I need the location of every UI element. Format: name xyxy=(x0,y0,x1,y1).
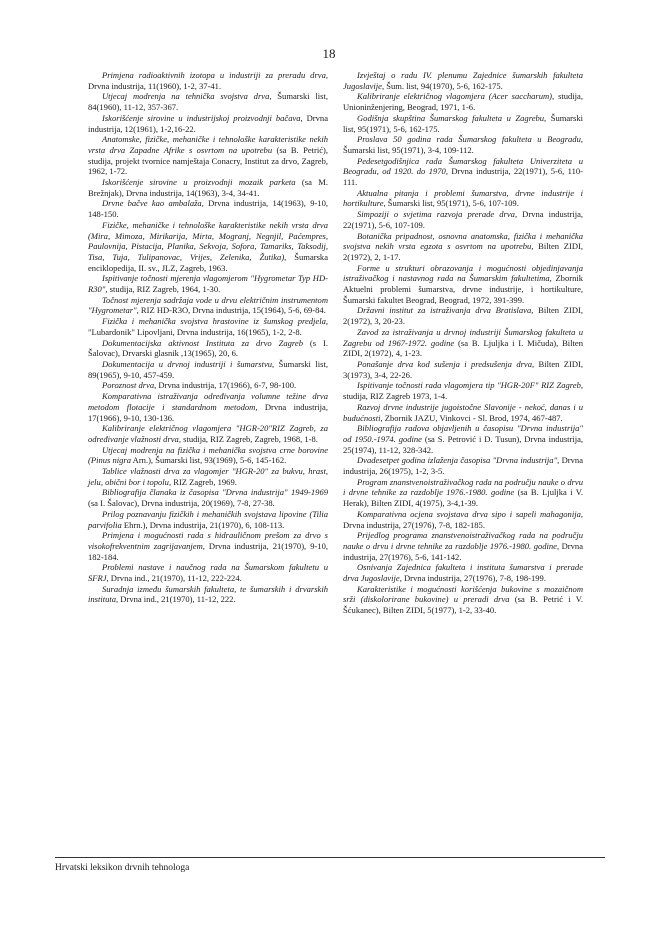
bibliography-entry: Botanička pripadnost, osnovna anatomska, fizička i mehanička svojstva nekih vrsta egzota s osvrtom na upotrebu, Bilten ZIDI, 2(1972), 2, 1-17. xyxy=(343,230,583,262)
bibliography-entry: Simpoziji o svjetima razvoja prerade drva, Drvna industrija, 22(1971), 5-6, 107-109. xyxy=(343,209,583,230)
bibliography-entry: Prilog poznavanju fizičkih i mehaničkih svojstava lipovine (Tilia parvifolia Ehrn.), Drvna industrija, 21(1970), 6, 108-113. xyxy=(88,508,328,530)
bibliography-entry: Bibliografija članaka iz časopisa "Drvna industrija" 1949-1969 (sa I. Šalovac), Drvna industrija, 20(1969), 7-8, 27-38. xyxy=(88,487,328,509)
bibliography-entry: Zavod za istraživanja u drvnoj industriji Šumarskog fakulteta u Zagrebu od 1967-1972. godine (sa B. Ljuljka i I. Mičuda), Bilten ZIDI, 2(1972), 4, 1-23. xyxy=(343,326,583,359)
bibliography-entry: Primjena i mogućnosti rada s hidrauličnom prešom za drvo s visokofrekventnim zagrijavanjem, Drvna industrija, 21(1970), 9-10, 182-184. xyxy=(88,530,328,562)
bibliography-entry: Proslava 50 godina rada Šumarskog fakulteta u Beogradu, Šumarski list, 95(1971), 3-4, 109-112. xyxy=(343,134,583,155)
bibliography-entry: Suradnja između šumarskih fakulteta, te šumarskih i drvarskih instituta, Drvna ind., 21(1970), 11-12, 222. xyxy=(88,583,328,605)
bibliography-entry: Anatomske, fizičke, mehaničke i tehnološke karakteristike nekih vrsta drva Zapadne Afrike s osvrtom na upotrebu (sa B. Petrić), studija, projekt tvornice namještaja Conacry, Institut za drvo, Zagreb, 1962, 1-72. xyxy=(88,134,328,177)
bibliography-entry: Pedesetgodišnjica rada Šumarskog fakulteta Univerziteta u Beogradu, od 1920. do 1970, Drvna industrija, 22(1971), 5-6, 110-111. xyxy=(343,155,584,188)
bibliography-entry: Izvještaj o radu IV. plenumu Zajednice šumarskih fakulteta Jugoslavije, Šum. list, 94(1970), 5-6, 162-175. xyxy=(343,70,583,91)
bibliography-entry: Prijedlog programa znanstvenoistraživačkog rada na području nauke o drvu i drvne tehnike za razdoblje 1976.-1980. godine, Drvna industrija, 27(1976), 5-6, 141-142. xyxy=(343,530,583,562)
left-column xyxy=(88,70,328,605)
bibliography-entry: Kalibriranje električnog vlagomjera "HGR-20"RIZ Zagreb, za određivanje vlažnosti drva, studija, RIZ Zagreb, Zagreb, 1968, 1-8. xyxy=(88,423,328,444)
bibliography-entry: Primjena radioaktivnih izotopa u industriji za preradu drva, Drvna industrija, 11(1960), 1-2, 37-41. xyxy=(88,70,328,91)
bibliography-entry: Ponašanje drva kod sušenja i predsušenja drva, Bilten ZIDI, 3(1973), 3-4, 22-26. xyxy=(343,358,583,380)
bibliography-entry: Karakteristike i mogućnosti korišćenja bukovine s mozaičnom srži (diskolorirane bukovine) u preradi drva (sa B. Petrić i V. Šćukanec), Bilten ZIDI, 5(1977), 1-2, 33-40. xyxy=(343,583,583,616)
bibliography-entry: Utjecaj modrenja na fizička i mehanička svojstva crne borovine (Pinus nigra Arn.), Šumarski list, 93(1969), 5-6, 145-162. xyxy=(88,444,328,466)
bibliography-entry: Fizička i mehanička svojstva hrastovine iz šumskog predjela, "Lubardonik" Lipovljani, Drvna industrija, 16(1965), 1-2, 2-8. xyxy=(88,316,328,337)
bibliography-entry: Problemi nastave i naučnog rada na Šumarskom fakultetu u SFRJ, Drvna ind., 21(1970), 11-12, 222-224. xyxy=(88,562,328,584)
bibliography-entry: Osnivanja Zajednica fakulteta i instituta šumarstva i prerade drva Jugoslavije, Drvna industrija, 27(1976), 7-8, 198-199. xyxy=(343,562,583,584)
bibliography-entry: Komparativna ocjena svojstava drva sipo i sapeli mahagonija, Drvna industrija, 27(1976), 7-8, 182-185. xyxy=(343,508,583,530)
page-footer: Hrvatski leksikon drvnih tehnologa xyxy=(55,863,190,873)
bibliography-entry: Iskorišćenje sirovine u proizvodnji mozaik parketa (sa M. Brežnjak), Drvna industrija, 14(1963), 3-4, 34-41. xyxy=(88,177,328,198)
bibliography-entry: Ispitivanje točnosti rada vlagomjera tip "HGR-20F" RIZ Zagreb, studija, RIZ Zagreb 1973, 1-4. xyxy=(343,380,583,402)
bibliography-entry: Razvoj drvne industrije jugoistočne Slavonije - nekoć, danas i u budućnosti, Zbornik JAZU, Vinkovci - Sl. Brod, 1974, 467-487. xyxy=(343,401,583,423)
bibliography-entry: Dokumentacija u drvnoj industriji i šumarstvu, Šumarski list, 89(1965), 9-10, 457-459. xyxy=(88,358,328,380)
right-column xyxy=(343,70,583,616)
bibliography-entry: Fizičke, mehaničke i tehnološke karakteristike nekih vrsta drva (Mira, Mimoza, Mirikarija, Mirta, Mogranj, Negnjil, Paćempres, Paulovnija, Pistacija, Planika, Sekvoja, Sofora, Tamariks, Taksodij, Tisa, Tuja, Tulipanovac, Vrijes, Zelenika, Žutika), Šumarska enciklopedija, II. sv., JLZ, Zagreb, 1963. xyxy=(88,219,328,273)
bibliography-entry: Dokumentacijska aktivnost Instituta za drvo Zagreb (s I. Šalovac), Drvarski glasnik ,13(1965), 20, 6. xyxy=(88,337,328,359)
bibliography-entry: Poroznost drva, Drvna industrija, 17(1966), 6-7, 98-100. xyxy=(102,380,297,391)
bibliography-entry: Forme u strukturi obrazovanja i mogućnosti objedinjavanja istraživačkog i nastavnog rada na Šumarskim fakultetima, Zbornik Aktuelni problemi šumarstva, drvne industrije, i hortikulture, Šumarski fakultet Beograd, Beograd, 1972, 391-399. xyxy=(343,262,583,305)
bibliography-entry: Točnost mjerenja sadržaja vode u drvu električnim instrumentom "Hygrometar", RIZ HD-R3O, Drvna industrija, 15(1964), 5-6, 69-84. xyxy=(88,294,328,316)
bibliography-entry: Komparativna istraživanja određivanja volumne težine drva metodom flotacije i standardnom metodom, Drvna industrija, 17(1966), 9-10, 130-136. xyxy=(88,391,328,423)
bibliography-entry: Aktualna pitanja i problemi šumarstva, drvne industrije i hortikulture, Šumarski list, 95(1971), 5-6, 107-109. xyxy=(343,187,583,209)
bibliography-entry: Iskorišćenje sirovine u industrijskoj proizvodnji bačava, Drvna industrija, 12(1961), 1-2,16-22. xyxy=(88,112,328,134)
page-number: 18 xyxy=(322,46,336,61)
bibliography-entry: Utjecaj modrenja na tehnička svojstva drva, Šumarski list, 84(1960), 11-12, 357-367. xyxy=(88,91,328,113)
bibliography-entry: Kalibriranje električnog vlagomjera (Acer saccharum), studija, Unioninženjering, Beograd, 1971, 1-6. xyxy=(343,91,583,113)
bibliography-entry: Bibliografija radova objavljenih u časopisu "Drvna industrija" od 1950.-1974. godine (sa S. Petrović i D. Tusun), Drvna industrija, 25(1974), 11-12, 328-342. xyxy=(343,423,583,455)
bibliography-entry: Ispitivanje točnosti mjerenja vlagomjerom "Hygrometar Typ HD-R30", studija, RIZ Zagreb, 1964, 1-30. xyxy=(88,273,328,295)
bibliography-entry: Tablice vlažnosti drva za vlagomjer "HGR-20" za bukvu, hrast, jelu, obični bor i topolu, RIZ Zagreb, 1969. xyxy=(88,466,328,487)
bibliography-entry: Dvadesetpet godina izlaženja časopisa "Drvna industrija", Drvna industrija, 26(1975), 1-2, 3-5. xyxy=(343,455,583,477)
bibliography-entry: Drvne bačve kao ambalaža, Drvna industrija, 14(1963), 9-10, 148-150. xyxy=(88,198,328,220)
bibliography-entry: Državni institut za istraživanja drva Bratislava, Bilten ZIDI, 2(1972), 3, 20-23. xyxy=(343,305,583,327)
footer-divider xyxy=(55,857,605,858)
bibliography-entry: Godišnja skupština Šumarskog fakulteta u Zagrebu, Šumarski list, 95(1971), 5-6, 162-175. xyxy=(343,112,583,134)
bibliography-entry: Program znanstvenoistraživačkog rada na području nauke o drvu i drvne tehnike za razdoblje 1976.-1980. godine (sa B. Ljuljka i V. Herak), Bilten ZIDI, 4(1975), 3-4,1-39. xyxy=(343,476,583,509)
